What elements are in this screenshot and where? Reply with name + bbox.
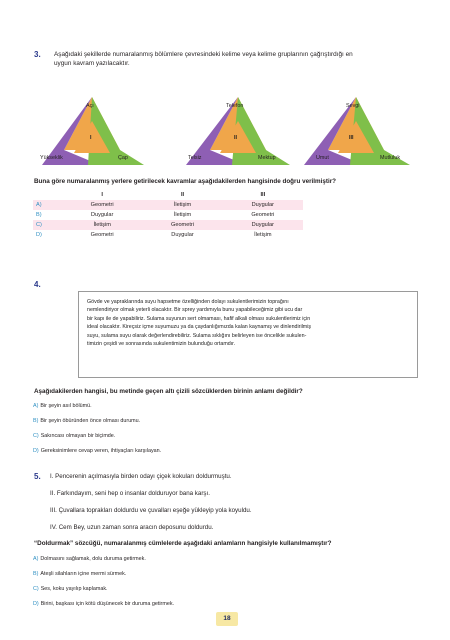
option-text: Bir şeyin asıl bölümü.	[40, 403, 92, 409]
table-header-ii: II	[142, 190, 222, 200]
table-row[interactable]	[33, 230, 303, 240]
triangle-1-left-label: Yükseklik	[40, 155, 63, 161]
triangle-3-center-label: III	[349, 135, 354, 141]
table-cell: Geometri	[251, 212, 275, 218]
question-3-stem-line1: Aşağıdaki şekillerde numaralanmış bölümlere çevresindeki kelime veya kelime gruplarının çağrıştırdığı en	[54, 51, 353, 58]
option-letter: B)	[33, 571, 39, 577]
question-5-number: 5.	[34, 472, 41, 481]
question-3-prompt: Buna göre numaralanmış yerlere getirilecek kavramlar aşağıdakilerden hangisinde doğru verilmiştir?	[34, 178, 337, 185]
option-letter: A)	[33, 556, 39, 562]
question-3-stem-line2: uygun kavram yazılacaktır.	[54, 60, 130, 67]
table-cell: Duygular	[90, 212, 114, 218]
option-letter: B)	[36, 212, 42, 218]
table-cell: Duygular	[223, 200, 303, 210]
option-letter: C)	[33, 433, 39, 439]
triangle-1-center-label: I	[90, 135, 92, 141]
question-4-option-c[interactable]	[33, 433, 115, 439]
triangle-2-right-label: Mektup	[258, 155, 276, 161]
passage-line: bir kapı ile de yapabiliriz. Sulama suyunun sert olmaması, hafif alkali olması sukulentlerimiz için	[87, 315, 311, 322]
table-cell: İletişim	[173, 212, 192, 218]
table-cell: Duygular	[223, 220, 303, 230]
option-text: Ateşli silahların içine mermi sürmek.	[40, 571, 127, 577]
triangle-3-left-label: Umut	[316, 155, 329, 161]
option-letter: B)	[33, 418, 39, 424]
option-letter: A)	[33, 200, 62, 210]
passage-line: timizin çeşidi ve sonrasında sukulentimizin bulunduğu ortamdır.	[87, 341, 236, 348]
passage-line: ideal olacaktır. Kireçsiz içme suyumuzu ya da çaydanlığımızda kalan kaynamış ve dinlendirilmiş	[87, 324, 312, 331]
question-5-sentence-2: II. Farkındayım, seni hep o insanlar dolduruyor bana karşı.	[50, 490, 210, 497]
table-header-iii: III	[223, 190, 303, 200]
option-letter: D)	[36, 232, 42, 238]
question-5-option-d[interactable]	[33, 601, 174, 607]
question-4-passage	[78, 291, 418, 378]
table-header-blank	[33, 190, 62, 200]
question-5-option-c[interactable]	[33, 586, 108, 592]
question-5-sentence-3: III. Çuvallara toprakları doldurdu ve çuvalları eşeğe yükleyip yola koyuldu.	[50, 507, 252, 514]
option-text: Gereksinimlere cevap veren, ihtiyaçları karşılayan.	[40, 448, 162, 454]
triangle-2-top-label: Telefon	[226, 103, 244, 109]
question-5-sentence-4: IV. Cem Bey, uzun zaman sonra aracın deposunu doldurdu.	[50, 524, 214, 531]
question-5-sentence-1: I. Pencerenin açılmasıyla birden odayı çiçek kokuları doldurmuştu.	[50, 473, 232, 480]
option-text: Sakıncası olmayan bir biçimde.	[40, 433, 116, 439]
question-4-option-a[interactable]	[33, 403, 92, 409]
triangle-2-center-label: II	[234, 135, 237, 141]
question-4-option-b[interactable]	[33, 418, 140, 424]
question-4-number: 4.	[34, 280, 41, 289]
option-letter: D)	[33, 448, 39, 454]
triangle-1-top-label: Açı	[86, 103, 94, 109]
option-text: Bir şeyin öbüründen önce olması durumu.	[40, 418, 141, 424]
question-3-number: 3.	[34, 50, 41, 59]
passage-line: nemlendiriyor olmak yeterli olacaktır. Bir sprey yardımıyla bunu yapabileceğimiz gibi ucu dar	[87, 307, 303, 314]
option-text: Ses, koku yayılıp kaplamak.	[40, 586, 108, 592]
triangle-3-right-label: Mutluluk	[380, 155, 401, 161]
question-5-option-a[interactable]	[33, 556, 146, 562]
triangle-3-top-label: Sevgi	[346, 103, 360, 109]
table-cell: İletişim	[142, 200, 222, 210]
table-cell: Geometri	[62, 200, 142, 210]
option-text: Dolmasını sağlamak, dolu duruma getirmek.	[40, 556, 146, 562]
table-cell: İletişim	[62, 220, 142, 230]
triangle-2-left-label: Telsiz	[188, 155, 202, 161]
triangle-1-right-label: Çap	[118, 155, 128, 161]
question-3-answer-table	[33, 190, 303, 240]
option-letter: A)	[33, 403, 39, 409]
question-4-option-d[interactable]	[33, 448, 161, 454]
table-cell: Duygular	[171, 232, 194, 238]
table-header-i: I	[62, 190, 142, 200]
table-row[interactable]	[33, 220, 303, 230]
question-5-prompt: “Doldurmak” sözcüğü, numaralanmış cümlelerde aşağıdaki anlamların hangisiyle kullanılmamıştır?	[34, 540, 332, 547]
question-3-stem	[54, 50, 424, 68]
question-5-option-b[interactable]	[33, 571, 126, 577]
page-number: 18	[216, 612, 238, 626]
option-letter: C)	[33, 586, 39, 592]
option-text: Birini, başkası için kötü düşünecek bir duruma getirmek.	[40, 601, 175, 607]
question-4-prompt: Aşağıdakilerden hangisi, bu metinde geçen altı çizili sözcüklerden birinin anlamı değildir?	[34, 388, 303, 395]
table-cell: Geometri	[90, 232, 114, 238]
passage-line: suyu, sulama suyu olarak değerlendirebiliriz. Sulama sıklığını belirleyen ise öncelikle sukulen-	[87, 332, 307, 339]
option-letter: D)	[33, 601, 39, 607]
table-cell: İletişim	[254, 232, 272, 238]
passage-line: Gövde ve yapraklarında suyu hapsetme özelliğinden dolayı sukulentlerimizin toprağını	[87, 299, 289, 305]
option-letter: C)	[33, 220, 62, 230]
table-row[interactable]	[33, 210, 303, 220]
table-cell: Geometri	[142, 220, 222, 230]
table-row[interactable]	[33, 200, 303, 210]
